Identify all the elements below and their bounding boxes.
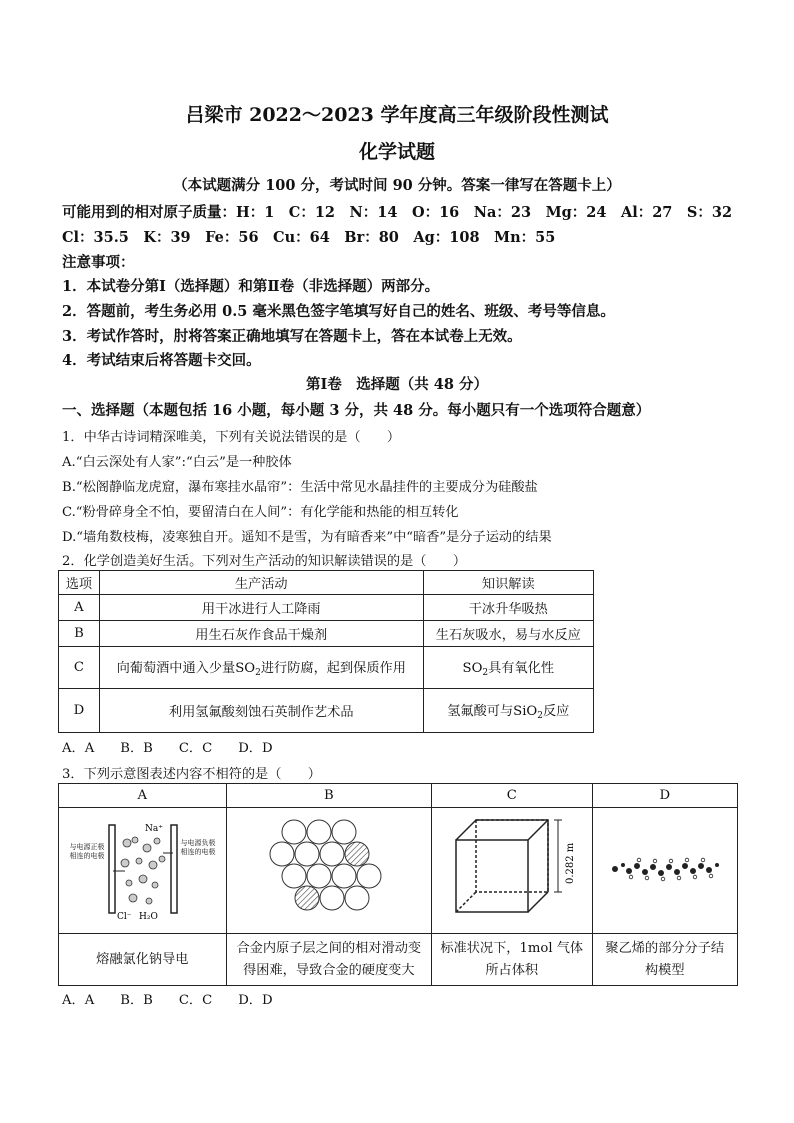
sodium-ion-label: Na⁺ xyxy=(145,823,164,834)
table-header-cell: 选项 xyxy=(59,571,100,595)
cube-outline xyxy=(456,820,548,912)
knowledge-cell: 干冰升华吸热 xyxy=(423,595,593,621)
table-row xyxy=(59,621,594,647)
subject-title: 化学试题 xyxy=(358,141,435,163)
knowledge-cell: 生石灰吸水，易与水反应 xyxy=(423,621,593,647)
option-cell: C xyxy=(59,647,100,689)
question-1-option: D.“墙角数枝梅，凌寒独自开。遥知不是雪，为有暗香来”中“暗香”是分子运动的结果 xyxy=(62,530,552,545)
dimension-label: 0.282 m xyxy=(564,842,576,884)
table-row xyxy=(59,647,594,689)
knowledge-text: 氢氟酸可与SiO xyxy=(447,704,538,719)
table-header-cell: B xyxy=(226,784,431,808)
caption-cell: 熔融氯化钠导电 xyxy=(59,934,227,986)
question-3-answers xyxy=(62,989,299,1008)
table-header-row xyxy=(59,784,738,808)
table-header-cell: D xyxy=(592,784,737,808)
caption-cell: 聚乙烯的部分分子结构模型 xyxy=(592,934,737,986)
table-header-cell: 知识解读 xyxy=(423,571,593,595)
section-title: 第Ⅰ卷 选择题（共 48 分） xyxy=(305,376,489,393)
answer-choice: A．A xyxy=(62,741,95,756)
answer-choice: D．D xyxy=(238,993,273,1008)
knowledge-text: SO xyxy=(462,661,483,676)
exam-title: 吕梁市 2022～2023 学年度高三年级阶段性测试 xyxy=(185,104,609,126)
knowledge-cell xyxy=(423,647,593,689)
answer-choice: B．B xyxy=(120,993,153,1008)
right-electrode-label: 与电源负极相连的电极 xyxy=(180,838,216,856)
section-instruction: 一、选择题（本题包括 16 小题，每小题 3 分，共 48 分。每小题只有一个选项符合题意） xyxy=(62,402,651,419)
option-cell: B xyxy=(59,621,100,647)
polyethylene-model xyxy=(605,839,725,899)
table-header-cell: C xyxy=(431,784,592,808)
table-header-cell: A xyxy=(59,784,227,808)
caption-row xyxy=(59,934,738,986)
answer-choice: A．A xyxy=(62,993,95,1008)
activity-cell: 用干冰进行人工降雨 xyxy=(99,595,423,621)
knowledge-cell xyxy=(423,689,593,733)
figure-cell-b xyxy=(226,808,431,934)
figure-row xyxy=(59,808,738,934)
alloy-atoms-diagram xyxy=(264,814,394,924)
hydrogen-atoms xyxy=(629,858,713,881)
atomic-mass-line-1: 可能用到的相对原子质量：H：1 C：12 N：14 O：16 Na：23 Mg：24 Al：27 S：32 xyxy=(62,204,733,221)
left-electrode-label: 与电源正极相连的电极 xyxy=(69,842,105,860)
question-1-stem: 1．中华古诗词精深唯美，下列有关说法错误的是（ ） xyxy=(62,430,401,445)
figure-cell-d xyxy=(592,808,737,934)
question-1-option: A.“白云深处有人家”:“白云”是一种胶体 xyxy=(62,455,292,470)
knowledge-text: 具有氧化性 xyxy=(488,661,555,676)
left-electrode xyxy=(109,825,115,913)
question-1-option: C.“粉骨碎身全不怕，要留清白在人间”：有化学能和热能的相互转化 xyxy=(62,505,459,520)
cube-volume-diagram xyxy=(442,814,582,924)
notice-heading: 注意事项： xyxy=(62,254,135,271)
notice-item: 4．考试结束后将答题卡交回。 xyxy=(62,352,261,369)
atom-grid xyxy=(270,820,381,910)
activity-cell: 用生石灰作食品干燥剂 xyxy=(99,621,423,647)
right-electrode-label-wrap xyxy=(180,839,216,903)
subscript: 2 xyxy=(482,668,489,678)
molecule-chain xyxy=(612,863,719,876)
water-label: H₂O xyxy=(139,911,159,922)
answer-choice: B．B xyxy=(120,741,153,756)
right-electrode xyxy=(171,825,177,913)
question-2-table xyxy=(58,570,594,733)
question-1-option: B.“松阁静临龙虎窟，瀑布寒挂水晶帘”：生活中常见水晶挂件的主要成分为硅酸盐 xyxy=(62,480,538,495)
notice-item: 2．答题前，考生务必用 0.5 毫米黑色签字笔填写好自己的姓名、班级、考号等信息。 xyxy=(62,303,615,320)
chloride-ion-label: Cl⁻ xyxy=(117,911,132,922)
activity-cell: 利用氢氟酸刻蚀石英制作艺术品 xyxy=(99,689,423,733)
question-2-stem: 2．化学创造美好生活。下列对生产活动的知识解读错误的是（ ） xyxy=(62,554,467,569)
figure-cell-a xyxy=(59,808,227,934)
question-3-table xyxy=(58,783,738,986)
subscript: 2 xyxy=(537,711,543,721)
notice-item: 3．考试作答时，肘将答案正确地填写在答题卡上，答在本试卷上无效。 xyxy=(62,328,522,345)
activity-text: 进行防腐，起到保质作用 xyxy=(260,661,406,676)
answer-choice: C．C xyxy=(178,993,213,1008)
answer-choice: C．C xyxy=(178,741,213,756)
table-row xyxy=(59,595,594,621)
figure-cell-c xyxy=(431,808,592,934)
table-header-cell: 生产活动 xyxy=(99,571,423,595)
subscript: 2 xyxy=(255,668,261,678)
atomic-mass-line-2: Cl：35.5 K：39 Fe：56 Cu：64 Br：80 Ag：108 Mn：55 xyxy=(62,229,556,246)
activity-cell xyxy=(99,647,423,689)
question-3-stem: 3．下列示意图表述内容不相符的是（ ） xyxy=(62,767,321,782)
left-electrode-label-wrap xyxy=(67,843,107,903)
knowledge-text: 反应 xyxy=(542,704,570,719)
option-cell: D xyxy=(59,689,100,733)
caption-cell: 标准状况下，1mol 气体所占体积 xyxy=(431,934,592,986)
activity-text: 向葡萄酒中通入少量SO xyxy=(116,661,256,676)
question-2-answers xyxy=(62,737,299,756)
table-row xyxy=(59,689,594,733)
answer-choice: D．D xyxy=(238,741,273,756)
option-cell: A xyxy=(59,595,100,621)
notice-item: 1．本试卷分第Ⅰ（选择题）和第Ⅱ卷（非选择题）两部分。 xyxy=(62,278,440,295)
table-header-row xyxy=(59,571,594,595)
electrolysis-diagram xyxy=(67,813,217,925)
caption-cell: 合金内原子层之间的相对滑动变得困难，导致合金的硬度变大 xyxy=(226,934,431,986)
ion-cluster xyxy=(121,837,165,904)
exam-note: （本试题满分 100 分，考试时间 90 分钟。答案一律写在答题卡上） xyxy=(173,177,621,194)
